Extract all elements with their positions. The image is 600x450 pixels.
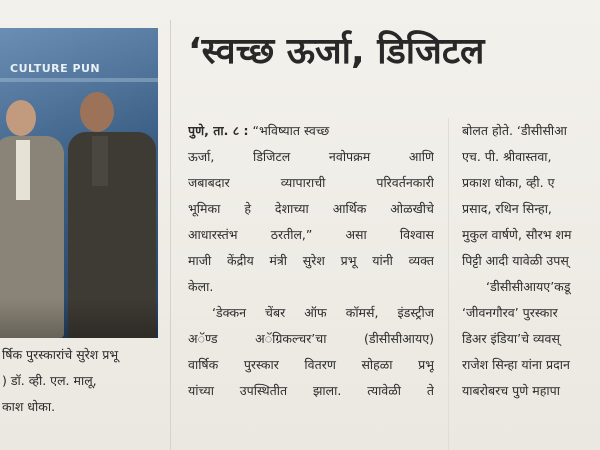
event-photo	[0, 28, 158, 338]
article-line: केला.	[188, 279, 214, 294]
article-line: याबरोबरच पुणे महापा	[462, 383, 560, 398]
dateline: पुणे, ता. ८ :	[188, 123, 249, 138]
article-column-1	[188, 118, 434, 404]
article-line: बोलत होते. ‘डीसीसीआ	[462, 123, 567, 138]
backdrop-text: CULTURE PUN	[10, 62, 101, 75]
article-line: एच. पी. श्रीवास्तवा,	[462, 149, 552, 164]
article-line: मुकुल वार्षणे, सौरभ शम	[462, 227, 572, 242]
caption-line: काश धोका.	[2, 399, 56, 414]
headline: ‘स्वच्छ ऊर्जा, डिजिटल	[188, 31, 485, 72]
article-line: भूमिका हे देशाच्या आर्थिक ओळखीचे	[188, 201, 434, 216]
article-line: ‘जीवनगौरव’ पुरस्कार	[462, 305, 558, 320]
article-line: प्रसाद, रथिन सिन्हा,	[462, 201, 552, 216]
caption-line: ) डॉ. व्ही. एल. मालू,	[2, 373, 97, 388]
column-divider	[170, 20, 171, 450]
article-line: ऊर्जा, डिजिटल नवोपक्रम आणि	[188, 149, 434, 164]
article-line: राजेश सिन्हा यांना प्रदान	[462, 357, 570, 372]
article-line: यांच्या उपस्थितीत झाला. त्यावेळी ते	[188, 383, 434, 398]
article-line: पुणे, ता. ८ : “भविष्यात स्वच्छ	[188, 123, 330, 138]
article-line: माजी केंद्रीय मंत्री सुरेश प्रभू यांनी व्यक्त	[188, 253, 434, 268]
article-line: अॅण्ड अॅग्रिकल्चर’चा (डीसीसीआयए)	[188, 331, 434, 346]
column-gutter	[448, 118, 449, 450]
article-column-2	[462, 118, 600, 404]
article-line: प्रकाश धोका, व्ही. ए	[462, 175, 555, 190]
article-line: ‘डेक्कन चेंबर ऑफ कॉमर्स, इंडस्ट्रीज	[212, 305, 434, 320]
article-line: ‘डीसीसीआयए’कडू	[486, 279, 571, 294]
article-line: पिट्टी आदी यावेळी उपस्	[462, 253, 569, 268]
article-line: डिअर इंडिया’चे व्यवस्	[462, 331, 560, 346]
article-line: आधारस्तंभ ठरतील,” असा विश्वास	[188, 227, 434, 242]
article-line: जबाबदार व्यापाराची परिवर्तनकारी	[188, 175, 434, 190]
caption-line: र्षिक पुरस्कारांचे सुरेश प्रभू	[2, 347, 119, 362]
photo-shade	[0, 298, 158, 338]
article-line: वार्षिक पुरस्कार वितरण सोहळा प्रभू	[188, 357, 434, 372]
photo-caption	[2, 342, 162, 420]
